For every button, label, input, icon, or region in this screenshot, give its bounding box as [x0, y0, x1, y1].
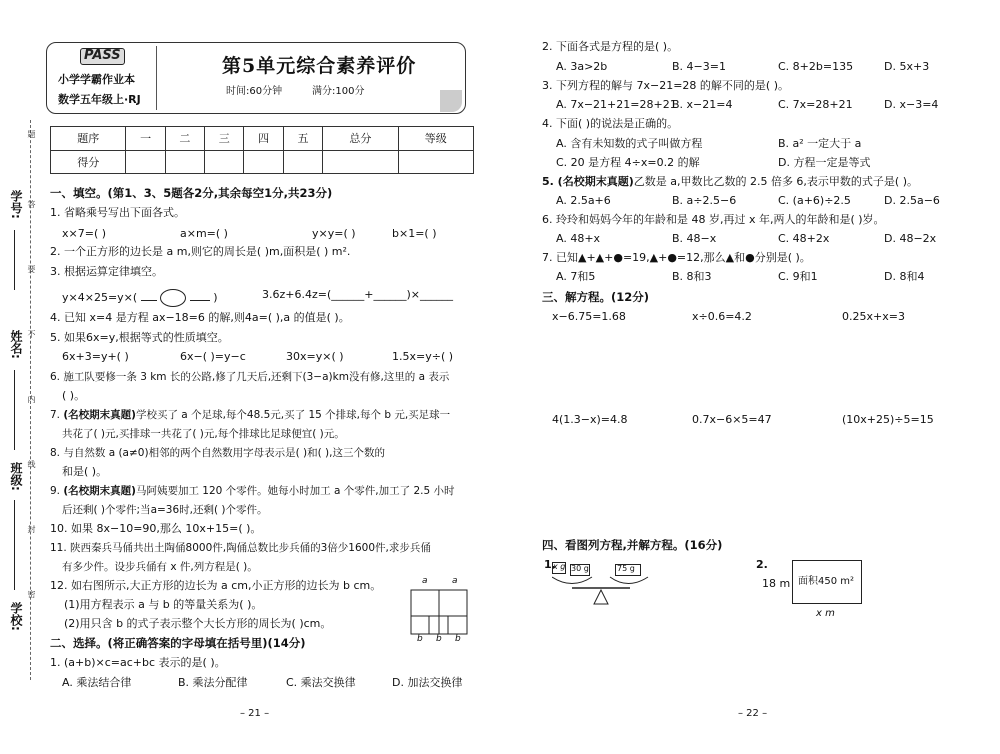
question-11-line2: 有多少件。设步兵俑有 x 件,列方程是( )。: [62, 561, 258, 573]
score-table: [50, 126, 474, 174]
q1-item: a×m=( ): [180, 227, 228, 240]
weight-label-30: 30 g: [571, 564, 589, 573]
question-6-line2: ( )。: [62, 389, 86, 402]
option-b[interactable]: B. a² 一定大于 a: [778, 137, 862, 150]
q3-a-blank[interactable]: [141, 300, 157, 301]
page-number: – 21 –: [240, 708, 270, 719]
option-c[interactable]: C. 7x=28+21: [778, 98, 853, 111]
fig-label-b: b: [417, 634, 423, 644]
option-d[interactable]: D. 48−2x: [884, 232, 937, 245]
option-b[interactable]: B. 乘法分配律: [178, 676, 248, 689]
question-2: 2. 一个正方形的边长是 a m,则它的周长是( )m,面积是( ) m².: [50, 245, 351, 258]
score-col: 五: [283, 127, 322, 151]
q5-item: 1.5x=y÷( ): [392, 350, 454, 363]
weight-label-x: x g: [553, 562, 566, 571]
class-line: [14, 500, 15, 590]
equation: 4(1.3−x)=4.8: [552, 413, 628, 426]
exam-score: 满分:100分: [312, 86, 365, 97]
equation: 0.7x−6×5=47: [692, 413, 772, 426]
option-a[interactable]: A. 乘法结合律: [62, 676, 132, 689]
q1-item: b×1=( ): [392, 227, 437, 240]
seal-char: 答: [27, 200, 36, 208]
scale-icon: [552, 558, 652, 614]
weight-label-75: 75 g: [617, 564, 635, 573]
book-subtitle: 数学五年级上·RJ: [58, 93, 141, 106]
option-a[interactable]: A. 3a>2b: [556, 60, 608, 73]
question-1: 1. 省略乘号写出下面各式。: [50, 206, 185, 219]
option-a[interactable]: A. 7和5: [556, 270, 596, 283]
question-12-part2: (2)用只含 b 的式子表示整个大长方形的周长为( )cm。: [64, 617, 332, 630]
score-cell[interactable]: [244, 150, 283, 174]
s5-text: 乙数是 a,甲数比乙数的 2.5 倍多 6,表示甲数的式子是( )。: [633, 175, 919, 188]
name-label: 姓名:: [9, 330, 23, 359]
score-table-row: [51, 150, 474, 174]
select-question-1: 1. (a+b)×c=ac+bc 表示的是( )。: [50, 656, 226, 669]
seal-char: 要: [27, 265, 36, 273]
option-c[interactable]: C. 48+2x: [778, 232, 830, 245]
question-9-line2: 后还剩( )个零件;当a=36时,还剩( )个零件。: [62, 504, 268, 516]
page-title: 第5单元综合素养评价: [222, 55, 417, 77]
class-label: 班级:: [9, 462, 23, 491]
exam-time: 时间:60分钟: [226, 86, 283, 97]
question-11: 11. 陕西秦兵马俑共出土陶俑8000件,陶俑总数比步兵俑的3倍少1600件,求步兵俑: [50, 542, 431, 554]
select-question-5: [542, 176, 918, 189]
option-a[interactable]: A. 含有未知数的式子叫做方程: [556, 137, 703, 150]
option-d[interactable]: D. 方程一定是等式: [778, 156, 871, 169]
seal-char: 不: [27, 330, 36, 338]
q3-a-text: y×4×25=y×(: [62, 291, 138, 304]
book-title: 小学学霸作业本: [58, 73, 135, 86]
q5-item: 6x−( )=y−c: [180, 350, 246, 363]
select-question-2: 2. 下面各式是方程的是( )。: [542, 40, 679, 53]
score-col: 等级: [398, 127, 473, 151]
question-12-part1: (1)用方程表示 a 与 b 的等量关系为( )。: [64, 598, 263, 611]
question-7: 7. (名校期末真题)学校买了 a 个足球,每个48.5元,买了 15 个排球,每个 b 元,买足球一: [50, 409, 451, 421]
q7-text: 学校买了 a 个足球,每个48.5元,买了 15 个排球,每个 b 元,买足球一: [135, 409, 451, 421]
score-col: 题序: [51, 127, 126, 151]
q3-a-blank[interactable]: [190, 300, 210, 301]
score-col: 二: [165, 127, 204, 151]
option-b[interactable]: B. 48−x: [672, 232, 717, 245]
question-8: 8. 与自然数 a (a≠0)相邻的两个自然数用字母表示是( )和( ),这三个数的: [50, 447, 385, 459]
fig-label-a: a: [422, 576, 428, 586]
q7-tag: (名校期末真题): [63, 409, 136, 421]
select-question-6: 6. 玲玲和妈妈今年的年龄和是 48 岁,再过 x 年,两人的年龄和是( )岁。: [542, 213, 885, 226]
score-row-label: 得分: [51, 150, 126, 174]
q3-operator-circle[interactable]: [160, 289, 186, 307]
fig-label-b: b: [436, 634, 442, 644]
score-cell[interactable]: [398, 150, 473, 174]
q5-item: 30x=y×( ): [286, 350, 344, 363]
score-col: 一: [126, 127, 165, 151]
q9-text: 马阿姨要加工 120 个零件。她每小时加工 a 个零件,加工了 2.5 小时: [135, 485, 455, 497]
area-label: 面积450 m²: [798, 576, 855, 587]
page-number: – 22 –: [738, 708, 768, 719]
question-6: 6. 施工队要修一条 3 km 长的公路,修了几天后,还剩下(3−a)km没有修,这里的 a 表示: [50, 371, 450, 383]
score-col: 总分: [323, 127, 398, 151]
fig-label-b: b: [455, 634, 461, 644]
figure2-number: 2.: [756, 558, 768, 571]
option-c[interactable]: C. 8+2b=135: [778, 60, 854, 73]
score-col: 四: [244, 127, 283, 151]
option-c[interactable]: C. 乘法交换律: [286, 676, 356, 689]
name-line: [14, 370, 15, 450]
option-a[interactable]: A. 7x−21+21=28+21: [556, 98, 677, 111]
brand-logo: PASS: [80, 48, 125, 65]
equation: 0.25x+x=3: [842, 310, 905, 323]
fig-label-a: a: [452, 576, 458, 586]
seal-char: 封: [27, 525, 36, 533]
option-a[interactable]: A. 48+x: [556, 232, 601, 245]
question-8-line2: 和是( )。: [62, 465, 108, 478]
score-col: 三: [205, 127, 244, 151]
option-c[interactable]: C. 9和1: [778, 270, 818, 283]
select-question-7: 7. 已知▲+▲+●=19,▲+●=12,那么▲和●分别是( )。: [542, 251, 811, 264]
seal-char: 题: [27, 130, 36, 138]
option-c[interactable]: C. 20 是方程 4÷x=0.2 的解: [556, 156, 700, 169]
score-table-header-row: [51, 127, 474, 151]
question-3: 3. 根据运算定律填空。: [50, 265, 163, 278]
q1-item: x×7=( ): [62, 227, 107, 240]
section4-title: 四、看图列方程,并解方程。(16分): [542, 538, 723, 552]
question-7-line2: 共花了( )元,买排球一共花了( )元,每个排球比足球便宜( )元。: [62, 428, 345, 440]
balance-scale-figure: [552, 558, 652, 614]
number-line: [14, 230, 15, 290]
seal-char: 内: [27, 395, 36, 403]
score-cell[interactable]: [165, 150, 204, 174]
option-a[interactable]: A. 2.5a+6: [556, 194, 611, 207]
q5-item: 6x+3=y+( ): [62, 350, 129, 363]
option-d[interactable]: D. 5x+3: [884, 60, 930, 73]
question-9: 9. (名校期末真题)马阿姨要加工 120 个零件。她每小时加工 a 个零件,加工了 2.5 小时: [50, 485, 455, 497]
score-cell[interactable]: [283, 150, 322, 174]
score-cell[interactable]: [126, 150, 165, 174]
question-5: 5. 如果6x=y,根据等式的性质填空。: [50, 331, 229, 344]
select-question-4: 4. 下面( )的说法是正确的。: [542, 117, 679, 130]
q3-part-b: 3.6z+6.4z=(______+______)×______: [262, 288, 453, 301]
q1-item: y×y=( ): [312, 227, 356, 240]
s5-tag: 5. (名校期末真题): [542, 175, 634, 188]
score-cell[interactable]: [323, 150, 398, 174]
equation: (10x+25)÷5=15: [842, 413, 934, 426]
q3-a-close: ): [213, 291, 218, 304]
number-label: 学号:: [9, 190, 23, 219]
option-d[interactable]: D. x−3=4: [884, 98, 939, 111]
rect-side-label: 18 m: [762, 577, 791, 590]
option-b[interactable]: B. 4−3=1: [672, 60, 726, 73]
option-b[interactable]: B. x−21=4: [672, 98, 733, 111]
section2-title: 二、选择。(将正确答案的字母填在括号里)(14分): [50, 636, 306, 650]
option-c[interactable]: C. (a+6)÷2.5: [778, 194, 851, 207]
question-12: 12. 如右图所示,大正方形的边长为 a cm,小正方形的边长为 b cm。: [50, 579, 382, 592]
score-cell[interactable]: [205, 150, 244, 174]
option-b[interactable]: B. a÷2.5−6: [672, 194, 737, 207]
figure1-number: 1.: [544, 558, 556, 571]
question-4: 4. 已知 x=4 是方程 ax−18=6 的解,则4a=( ),a 的值是( )。: [50, 311, 350, 324]
section1-title: 一、填空。(第1、3、5题各2分,其余每空1分,共23分): [50, 186, 333, 200]
section3-title: 三、解方程。(12分): [542, 290, 650, 304]
seal-char: 密: [27, 590, 36, 598]
seal-char: 线: [27, 460, 36, 468]
q9-tag: (名校期末真题): [63, 485, 136, 497]
q3-part-a: [62, 289, 217, 307]
select-question-3: 3. 下列方程的解与 7x−21=28 的解不同的是( )。: [542, 79, 789, 92]
option-d[interactable]: D. 加法交换律: [392, 676, 463, 689]
page-curl: [440, 90, 462, 112]
option-d[interactable]: D. 2.5a−6: [884, 194, 940, 207]
rectangle-diagram: [410, 589, 470, 637]
option-b[interactable]: B. 8和3: [672, 270, 712, 283]
option-d[interactable]: D. 8和4: [884, 270, 925, 283]
equation: x÷0.6=4.2: [692, 310, 752, 323]
question-10: 10. 如果 8x−10=90,那么 10x+15=( )。: [50, 522, 262, 535]
school-label: 学校:: [9, 602, 23, 631]
rect-bottom-label: x m: [816, 608, 835, 619]
equation: x−6.75=1.68: [552, 310, 626, 323]
q12-figure: [410, 576, 470, 644]
